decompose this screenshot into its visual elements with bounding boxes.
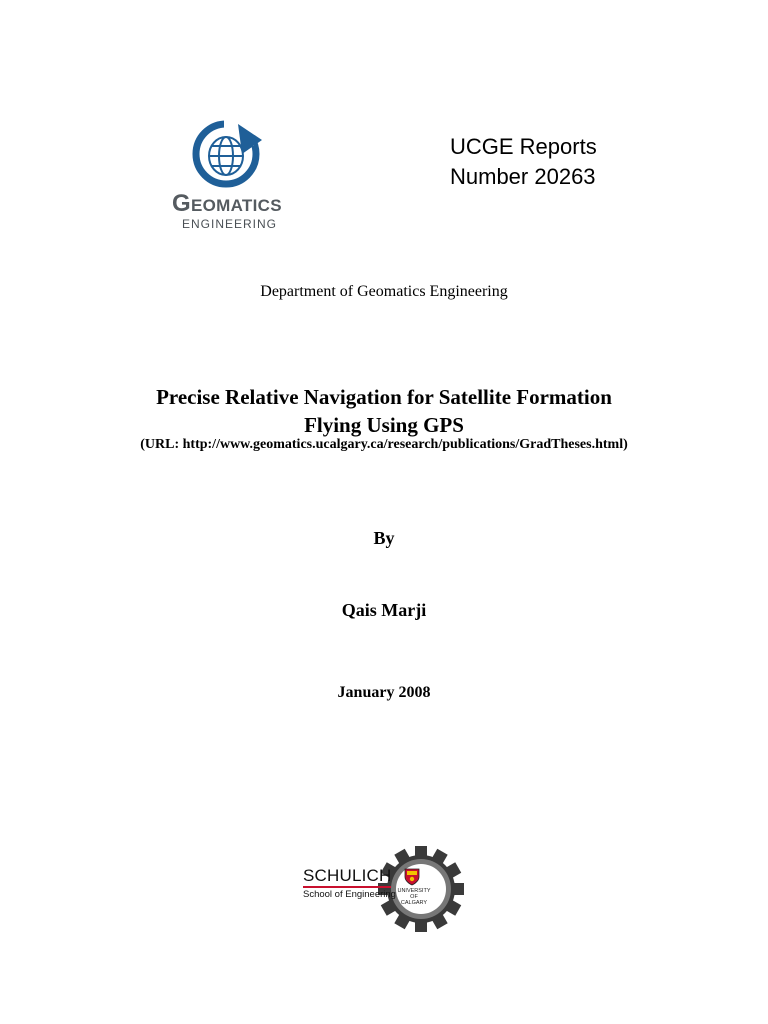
- university-shield-icon: [404, 868, 420, 886]
- thesis-url: (URL: http://www.geomatics.ucalgary.ca/research/publications/GradTheses.html): [140, 437, 628, 452]
- title-line-1: Precise Relative Navigation for Satellite Formation: [156, 385, 612, 409]
- schulich-divider: [303, 886, 391, 888]
- schulich-school-name: School of Engineering: [303, 889, 396, 900]
- geomatics-wordmark: GEOMATICS: [172, 190, 282, 217]
- title-line-2: Flying Using GPS: [304, 413, 464, 437]
- schulich-logo: [300, 846, 466, 932]
- globe-arrow-icon: [190, 118, 270, 190]
- publication-date: January 2008: [337, 684, 431, 701]
- geomatics-subtitle: ENGINEERING: [182, 217, 278, 231]
- document-title: [0, 383, 768, 439]
- report-identifier: [450, 132, 597, 192]
- report-number: Number 20263: [450, 164, 596, 189]
- geomatics-logo: [172, 118, 292, 233]
- department-name: Department of Geomatics Engineering: [260, 283, 508, 300]
- author-name: Qais Marji: [341, 600, 427, 620]
- university-name: UNIVERSITY OF CALGARY: [397, 888, 431, 906]
- schulich-name: SCHULICH: [303, 866, 392, 885]
- by-label: By: [373, 528, 395, 548]
- report-series: UCGE Reports: [450, 134, 597, 159]
